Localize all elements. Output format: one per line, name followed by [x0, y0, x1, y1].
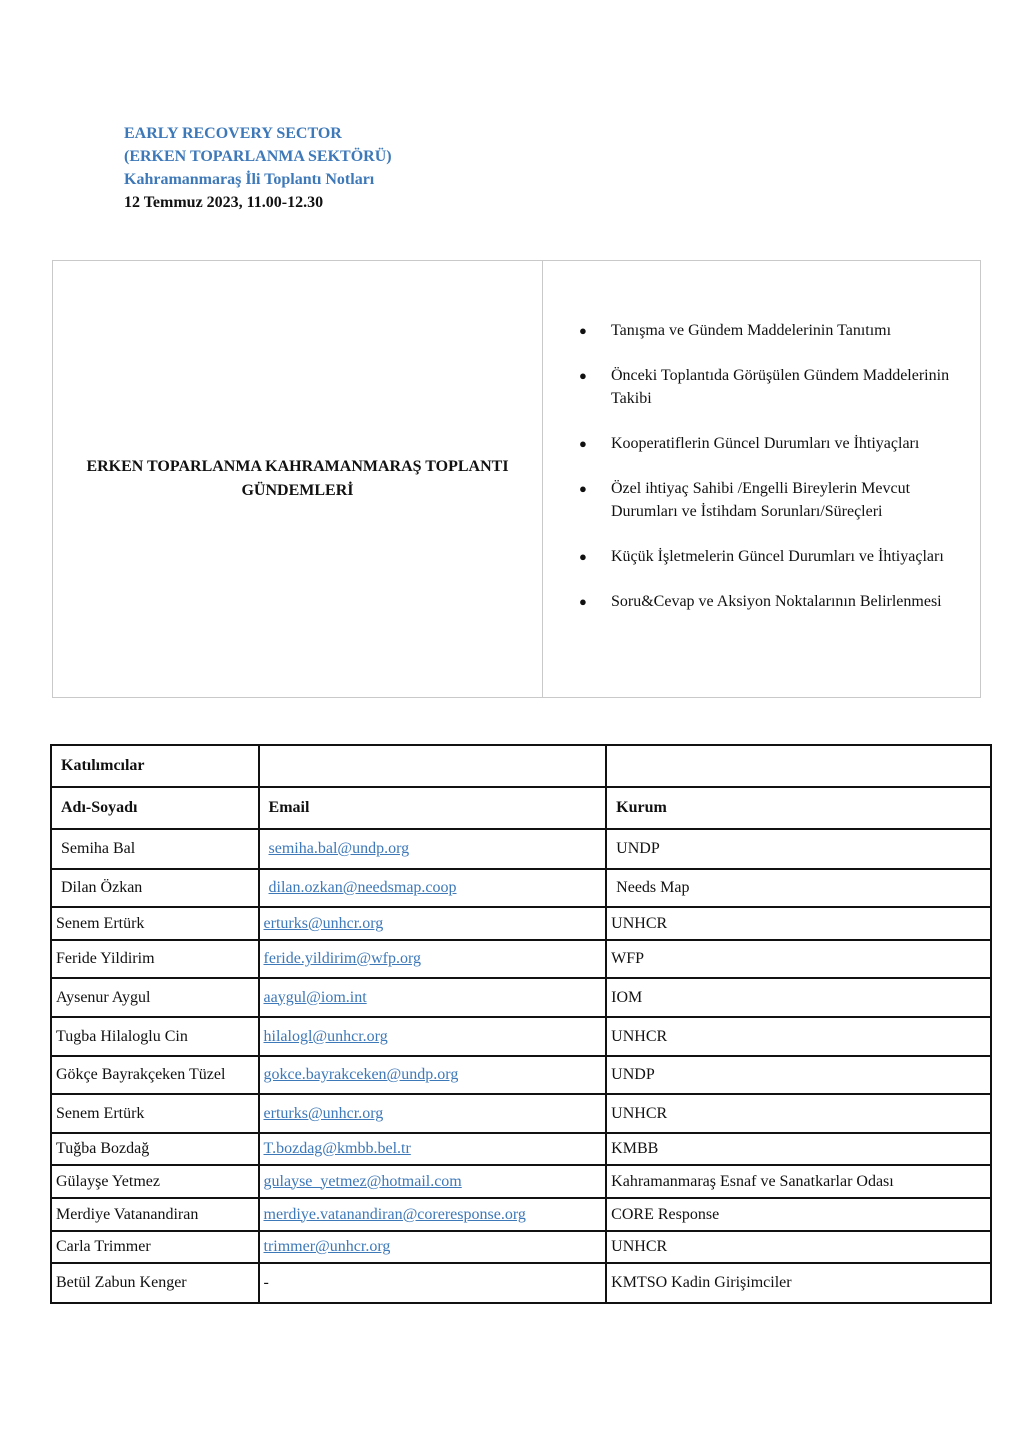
table-row: [51, 978, 991, 1017]
participant-name: Tugba Hilaloglu Cin: [51, 1017, 259, 1056]
participant-name: Senem Ertürk: [51, 907, 259, 940]
agenda-box: [52, 260, 981, 698]
participant-name: Aysenur Aygul: [51, 978, 259, 1017]
bullet-icon: ●: [579, 594, 587, 609]
bullet-icon: ●: [579, 549, 587, 564]
agenda-item: ● Kooperatiflerin Güncel Durumları ve İhtiyaçları: [579, 432, 972, 455]
participant-org: KMBB: [606, 1133, 991, 1165]
participant-name: Tuğba Bozdağ: [51, 1133, 259, 1165]
bullet-icon: ●: [579, 436, 587, 451]
participant-name: Carla Trimmer: [51, 1231, 259, 1263]
participant-org: UNHCR: [606, 1094, 991, 1133]
participant-name: Feride Yildirim: [51, 940, 259, 978]
table-row: [51, 829, 991, 869]
agenda-item: ● Önceki Toplantıda Görüşülen Gündem Maddelerinin Takibi: [579, 364, 972, 410]
participant-email-link[interactable]: erturks@unhcr.org: [263, 1104, 384, 1122]
header-meeting-date: 12 Temmuz 2023, 11.00-12.30: [124, 194, 324, 211]
table-row: [51, 940, 991, 978]
participant-org: CORE Response: [606, 1198, 991, 1231]
participant-email-link[interactable]: T.bozdag@kmbb.bel.tr: [263, 1140, 411, 1157]
bullet-icon: ●: [579, 323, 587, 338]
participant-email-link[interactable]: erturks@unhcr.org: [263, 914, 384, 932]
column-header-email: Email: [259, 787, 607, 829]
agenda-item: ● Küçük İşletmelerin Güncel Durumları ve İhtiyaçları: [579, 545, 972, 568]
bullet-icon: ●: [579, 368, 587, 383]
table-row: [51, 1056, 991, 1094]
table-row: [51, 1263, 991, 1303]
agenda-title-cell: [53, 261, 543, 697]
participant-org: UNDP: [606, 1056, 991, 1094]
participants-section-title: Katılımcılar: [51, 745, 259, 787]
table-row: [51, 869, 991, 907]
participant-email-link[interactable]: merdiye.vatanandiran@coreresponse.org: [263, 1205, 526, 1223]
participant-org: WFP: [606, 940, 991, 978]
table-row: [51, 1094, 991, 1133]
participant-org: Needs Map: [606, 869, 991, 907]
table-row: [51, 1198, 991, 1231]
column-header-name: Adı-Soyadı: [51, 787, 259, 829]
bullet-icon: ●: [579, 481, 587, 496]
participant-org: UNHCR: [606, 1017, 991, 1056]
participants-table: [50, 744, 992, 1304]
participant-email-link[interactable]: gulayse_yetmez@hotmail.com: [263, 1172, 462, 1190]
table-section-row: [51, 745, 991, 787]
participant-org: UNHCR: [606, 1231, 991, 1263]
column-header-org: Kurum: [606, 787, 991, 829]
participant-org: IOM: [606, 978, 991, 1017]
table-row: [51, 1017, 991, 1056]
participant-email-link[interactable]: aaygul@iom.int: [263, 988, 367, 1006]
agenda-title: ERKEN TOPARLANMA KAHRAMANMARAŞ TOPLANTI GÜNDEMLERİ: [86, 458, 509, 499]
agenda-item: ● Soru&Cevap ve Aksiyon Noktalarının Belirlenmesi: [579, 590, 972, 613]
participant-email: -: [259, 1263, 607, 1303]
participant-name: Gökçe Bayrakçeken Tüzel: [51, 1056, 259, 1094]
header-meeting-title: Kahramanmaraş İli Toplantı Notları: [124, 171, 375, 188]
participant-email-link[interactable]: gokce.bayrakceken@undp.org: [263, 1066, 459, 1083]
participant-org: UNDP: [606, 829, 991, 869]
participant-email-link[interactable]: dilan.ozkan@needsmap.coop: [268, 879, 457, 896]
agenda-list: [579, 319, 972, 613]
participant-email-link[interactable]: trimmer@unhcr.org: [263, 1238, 391, 1255]
table-row: [51, 1231, 991, 1263]
participant-email-link[interactable]: semiha.bal@undp.org: [268, 840, 410, 857]
header-sector-title: EARLY RECOVERY SECTOR: [124, 125, 342, 142]
table-row: [51, 907, 991, 940]
participant-name: Semiha Bal: [51, 829, 259, 869]
document-header: [124, 122, 392, 214]
agenda-items-cell: [543, 261, 980, 697]
table-header-row: [51, 787, 991, 829]
participant-org: UNHCR: [606, 907, 991, 940]
participant-name: Gülayşe Yetmez: [51, 1165, 259, 1198]
participant-org: Kahramanmaraş Esnaf ve Sanatkarlar Odası: [606, 1165, 991, 1198]
participant-email-link[interactable]: feride.yildirim@wfp.org: [263, 950, 422, 967]
participant-email-link[interactable]: hilalogl@unhcr.org: [263, 1027, 388, 1045]
participant-name: Dilan Özkan: [51, 869, 259, 907]
table-row: [51, 1133, 991, 1165]
header-sector-subtitle: (ERKEN TOPARLANMA SEKTÖRÜ): [124, 148, 392, 165]
participant-org: KMTSO Kadin Girişimciler: [606, 1263, 991, 1303]
participant-name: Betül Zabun Kenger: [51, 1263, 259, 1303]
agenda-item: ● Özel ihtiyaç Sahibi /Engelli Bireylerin Mevcut Durumları ve İstihdam Sorunları/Süreçleri: [579, 477, 972, 523]
participant-name: Senem Ertürk: [51, 1094, 259, 1133]
table-row: [51, 1165, 991, 1198]
agenda-item: ● Tanışma ve Gündem Maddelerinin Tanıtımı: [579, 319, 972, 342]
participant-name: Merdiye Vatanandiran: [51, 1198, 259, 1231]
